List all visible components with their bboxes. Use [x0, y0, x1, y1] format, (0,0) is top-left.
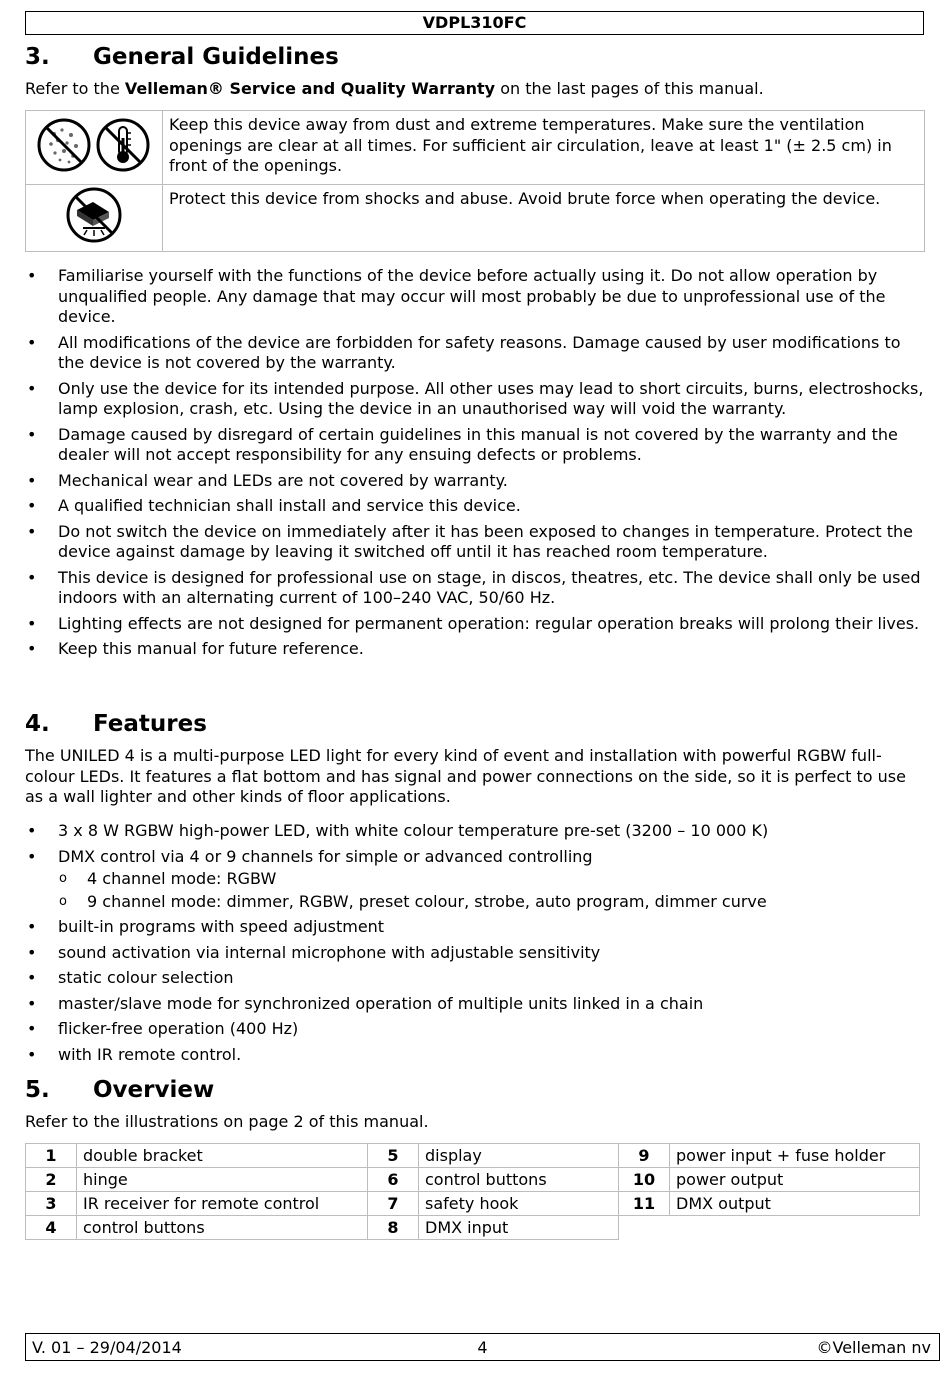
model-number: VDPL310FC	[422, 13, 527, 32]
thermometer-icon	[98, 120, 148, 170]
no-dust-icon	[39, 120, 89, 170]
list-item: • built-in programs with speed adjustment	[25, 917, 925, 938]
section-4-intro: The UNILED 4 is a multi-purpose LED light for every kind of event and installation with powerful RGBW full-colour LEDs. It features a flat bottom and has signal and power connections on the side, so it is perfect to use as a wall lighter and other kinds of floor applications.	[25, 746, 906, 806]
document-footer	[25, 1333, 940, 1361]
list-item: • Lighting effects are not designed for permanent operation: regular operation breaks will prolong their lives.	[25, 614, 925, 635]
list-item: • flicker-free operation (400 Hz)	[25, 1019, 925, 1040]
table-row	[26, 1192, 920, 1216]
warning-text: Keep this device away from dust and extreme temperatures. Make sure the ventilation openings are clear at all times. For sufficient air circulation, leave at least 1" (± 2.5 cm) in front of the openings.	[163, 111, 925, 185]
page-number: 4	[477, 1338, 488, 1357]
list-item: • Damage caused by disregard of certain guidelines in this manual is not covered by the warranty and the dealer will not accept responsibility for any ensuing defects or problems.	[25, 425, 925, 466]
section-3-heading	[25, 44, 339, 70]
section-title: Overview	[93, 1077, 215, 1103]
list-item: • Keep this manual for future reference.	[25, 639, 925, 660]
part-label: IR receiver for remote control	[77, 1192, 368, 1216]
sub-list-item: o 9 channel mode: dimmer, RGBW, preset colour, strobe, auto program, dimmer curve	[25, 892, 925, 913]
section-number: 3.	[25, 44, 50, 70]
part-label: double bracket	[77, 1144, 368, 1168]
list-item: • Do not switch the device on immediately after it has been exposed to changes in temperature. Protect the device against damage by leaving it switched off until it has reached room temperature.	[25, 522, 925, 563]
part-label: power input + fuse holder	[670, 1144, 920, 1168]
list-item: • All modifications of the device are forbidden for safety reasons. Damage caused by user modifications to the device is not covered by the warranty.	[25, 333, 925, 374]
warning-icons-cell	[26, 185, 163, 252]
part-label: safety hook	[419, 1192, 619, 1216]
part-number: 5	[368, 1144, 419, 1168]
part-label: hinge	[77, 1168, 368, 1192]
list-item: • Only use the device for its intended purpose. All other uses may lead to short circuits, burns, electroshocks, lamp explosion, crash, etc. Using the device in an unauthorised way will void the warranty.	[25, 379, 925, 420]
warning-icons-cell	[26, 111, 163, 185]
version-date: V. 01 – 29/04/2014	[32, 1338, 182, 1357]
part-number: 9	[619, 1144, 670, 1168]
part-label: control buttons	[77, 1216, 368, 1240]
table-row	[26, 1168, 920, 1192]
part-number: 10	[619, 1168, 670, 1192]
part-number: 1	[26, 1144, 77, 1168]
table-row	[26, 1144, 920, 1168]
section-5-intro: Refer to the illustrations on page 2 of this manual.	[25, 1112, 429, 1131]
section-title: Features	[93, 711, 207, 737]
warning-table	[25, 110, 925, 252]
list-item: • master/slave mode for synchronized operation of multiple units linked in a chain	[25, 994, 925, 1015]
warning-row	[26, 111, 925, 185]
part-number: 3	[26, 1192, 77, 1216]
part-label: DMX output	[670, 1192, 920, 1216]
features-list	[25, 821, 925, 1070]
part-label: DMX input	[419, 1216, 619, 1240]
part-number: 11	[619, 1192, 670, 1216]
part-label: control buttons	[419, 1168, 619, 1192]
section-3-intro	[25, 79, 925, 100]
list-item: • static colour selection	[25, 968, 925, 989]
list-item: • Mechanical wear and LEDs are not covered by warranty.	[25, 471, 925, 492]
guidelines-list	[25, 266, 925, 665]
part-label: power output	[670, 1168, 920, 1192]
part-number: 6	[368, 1168, 419, 1192]
list-item: • DMX control via 4 or 9 channels for simple or advanced controlling	[25, 847, 925, 868]
table-row	[26, 1216, 920, 1240]
part-label: display	[419, 1144, 619, 1168]
section-number: 5.	[25, 1077, 50, 1103]
intro-text: Refer to the	[25, 79, 125, 98]
warning-text: Protect this device from shocks and abuse. Avoid brute force when operating the device.	[163, 185, 925, 252]
section-number: 4.	[25, 711, 50, 737]
section-title: General Guidelines	[93, 44, 339, 70]
list-item: • A qualified technician shall install and service this device.	[25, 496, 925, 517]
list-item: • sound activation via internal microphone with adjustable sensitivity	[25, 943, 925, 964]
warranty-reference: Velleman® Service and Quality Warranty	[124, 79, 496, 98]
list-item: • with IR remote control.	[25, 1045, 925, 1066]
list-item: • 3 x 8 W RGBW high-power LED, with white colour temperature pre-set (3200 – 10 000 K)	[25, 821, 925, 842]
list-item: • Familiarise yourself with the functions of the device before actually using it. Do not allow operation by unqualified people. Any damage that may occur will most probably be due to unprofessional use of the device.	[25, 266, 925, 328]
part-number: 7	[368, 1192, 419, 1216]
sub-list-item: o 4 channel mode: RGBW	[25, 869, 925, 890]
empty-cell	[619, 1216, 920, 1240]
list-item: • This device is designed for professional use on stage, in discos, theatres, etc. The device shall only be used indoors with an alternating current of 100–240 VAC, 50/60 Hz.	[25, 568, 925, 609]
part-number: 4	[26, 1216, 77, 1240]
intro-text-end: on the last pages of this manual.	[495, 79, 764, 98]
document-header	[25, 11, 924, 35]
no-shock-icon	[63, 186, 125, 244]
no-dust-thermometer-icons	[36, 116, 152, 174]
copyright: ©Velleman nv	[816, 1338, 931, 1357]
part-number: 2	[26, 1168, 77, 1192]
overview-table	[25, 1143, 920, 1240]
section-5-heading	[25, 1077, 214, 1103]
section-4-heading	[25, 711, 207, 737]
part-number: 8	[368, 1216, 419, 1240]
warning-row	[26, 185, 925, 252]
